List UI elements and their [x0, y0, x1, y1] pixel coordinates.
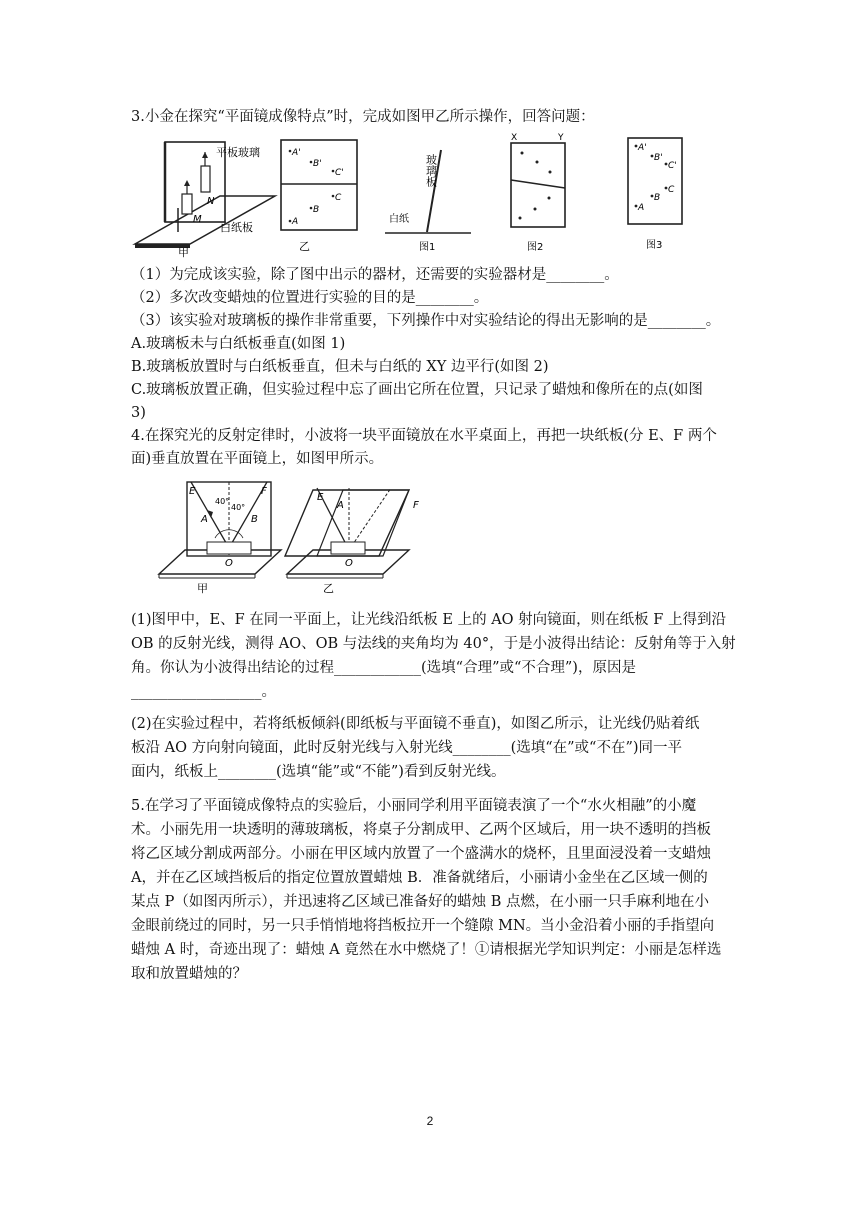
- q5-line8: 取和放置蜡烛的？: [131, 966, 247, 982]
- svg-text:40°: 40°: [215, 497, 230, 506]
- svg-text:B': B': [654, 153, 663, 163]
- svg-text:C: C: [668, 185, 675, 195]
- figure-2: [505, 130, 580, 256]
- figure-yi: [277, 136, 362, 256]
- label-flat-glass: 平板玻璃: [216, 146, 260, 159]
- q4-part2-line1: (2)在实验过程中，若将纸板倾斜(即纸板与平面镜不垂直)，如图乙所示，让光线仍贴着纸: [131, 716, 700, 732]
- svg-text:玻璃板: 玻璃板: [424, 154, 438, 187]
- svg-text:A: A: [638, 203, 645, 213]
- label-N: N: [207, 196, 215, 207]
- svg-text:E: E: [317, 492, 324, 503]
- svg-text:A: A: [337, 500, 344, 511]
- svg-text:A: A: [292, 217, 299, 227]
- label-fig1: 图1: [419, 242, 436, 253]
- svg-text:O: O: [225, 558, 233, 569]
- svg-text:F: F: [413, 500, 419, 511]
- page-number: 2: [426, 1114, 434, 1128]
- figure-reflection-yi: [283, 474, 433, 594]
- q3-part3: （3）该实验对玻璃板的操作非常重要，下列操作中对实验结论的得出无影响的是________。: [131, 313, 721, 329]
- svg-text:A': A': [292, 148, 301, 158]
- svg-text:40°: 40°: [231, 503, 246, 512]
- q3-option-c-line2: 3): [131, 405, 146, 421]
- q4-part1-line2: OB 的反射光线，测得 AO、OB 与法线的夹角均为 40°，于是小波得出结论：反射角等于入射: [131, 636, 736, 652]
- q4-stem-line1: 4.在探究光的反射定律时，小波将一块平面镜放在水平桌面上，再把一块纸板(分 E、F 两个: [131, 428, 717, 444]
- q3-option-c-line1: C.玻璃板放置正确，但实验过程中忘了画出它所在位置，只记录了蜡烛和像所在的点(如图: [131, 382, 703, 398]
- q4-part2-line2: 板沿 AO 方向射向镜面，此时反射光线与入射光线________(选填“在”或“不在”)同一平: [131, 740, 683, 756]
- q4-part1-line1: (1)图甲中，E、F 在同一平面上，让光线沿纸板 E 上的 AO 射向镜面，则在纸板 F 上得到沿: [131, 612, 726, 628]
- label-M: M: [193, 214, 202, 225]
- q4-part1-line4: __________________。: [131, 684, 276, 700]
- svg-text:白纸: 白纸: [389, 214, 409, 225]
- q3-option-b: B.玻璃板放置时与白纸板垂直，但未与白纸的 XY 边平行(如图 2): [131, 359, 549, 375]
- svg-text:F: F: [261, 486, 267, 497]
- svg-text:C: C: [335, 193, 342, 203]
- svg-text:A: A: [201, 514, 208, 525]
- label-fig3: 图3: [646, 240, 663, 251]
- svg-text:Y: Y: [558, 133, 564, 143]
- svg-text:B: B: [654, 193, 661, 203]
- q3-part2: （2）多次改变蜡烛的位置进行实验的目的是________。: [131, 290, 489, 306]
- q5-line1: 5.在学习了平面镜成像特点的实验后，小丽同学利用平面镜表演了一个“水火相融”的小魔: [131, 798, 697, 814]
- q5-line5: 某点 P（如图丙所示），并迅速将乙区域已准备好的蜡烛 B 点燃，在小丽一只手麻利地在小: [131, 894, 709, 910]
- q4-stem-line2: 面)垂直放置在平面镜上，如图甲所示。: [131, 451, 384, 467]
- q4-part2-line3: 面内，纸板上________(选填“能”或“不能”)看到反射光线。: [131, 764, 506, 780]
- svg-text:B': B': [313, 159, 322, 169]
- label-jia: 甲: [178, 246, 189, 259]
- svg-text:B: B: [251, 514, 258, 525]
- q5-line4: A，并在乙区域挡板后的指定位置放置蜡烛 B．准备就绪后，小丽请小金坐在乙区域一侧的: [131, 870, 708, 886]
- q5-line6: 金眼前绕过的同时，另一只手悄悄地将挡板拉开一个缝隙 MN。当小金沿着小丽的手指望向: [131, 918, 715, 934]
- svg-text:E: E: [189, 486, 196, 497]
- svg-text:C': C': [335, 168, 344, 178]
- svg-text:C': C': [668, 161, 677, 171]
- q5-line7: 蜡烛 A 时，奇迹出现了：蜡烛 A 竟然在水中燃烧了！①请根据光学知识判定：小丽是怎样选: [131, 942, 722, 958]
- label-white-board: 白纸板: [220, 221, 253, 234]
- figure-reflection-jia: [155, 474, 285, 594]
- q3-part1: （1）为完成该实验，除了图中出示的器材，还需要的实验器材是________。: [131, 267, 619, 283]
- label-fig2: 图2: [527, 242, 544, 253]
- label-jia-2: 甲: [197, 582, 208, 595]
- q3-option-a: A.玻璃板未与白纸板垂直(如图 1): [131, 336, 346, 352]
- svg-text:O: O: [345, 558, 353, 569]
- figure-jia: [130, 136, 280, 259]
- svg-text:A': A': [638, 143, 647, 153]
- label-yi-2: 乙: [323, 582, 334, 595]
- svg-text:B: B: [313, 205, 320, 215]
- label-yi: 乙: [299, 240, 310, 253]
- figure-1: [385, 136, 475, 256]
- q5-line3: 将乙区域分割成两部分。小丽在甲区域内放置了一个盛满水的烧杯，且里面浸没着一支蜡烛: [131, 846, 711, 862]
- q5-line2: 术。小丽先用一块透明的薄玻璃板，将桌子分割成甲、乙两个区域后，用一块不透明的挡板: [131, 822, 711, 838]
- q4-part1-line3: 角。你认为小波得出结论的过程____________(选填“合理”或“不合理”)，原因是: [131, 660, 636, 676]
- figure-3: [620, 134, 695, 256]
- svg-text:X: X: [511, 133, 518, 143]
- q3-stem: 3.小金在探究“平面镜成像特点”时，完成如图甲乙所示操作，回答问题：: [131, 109, 595, 125]
